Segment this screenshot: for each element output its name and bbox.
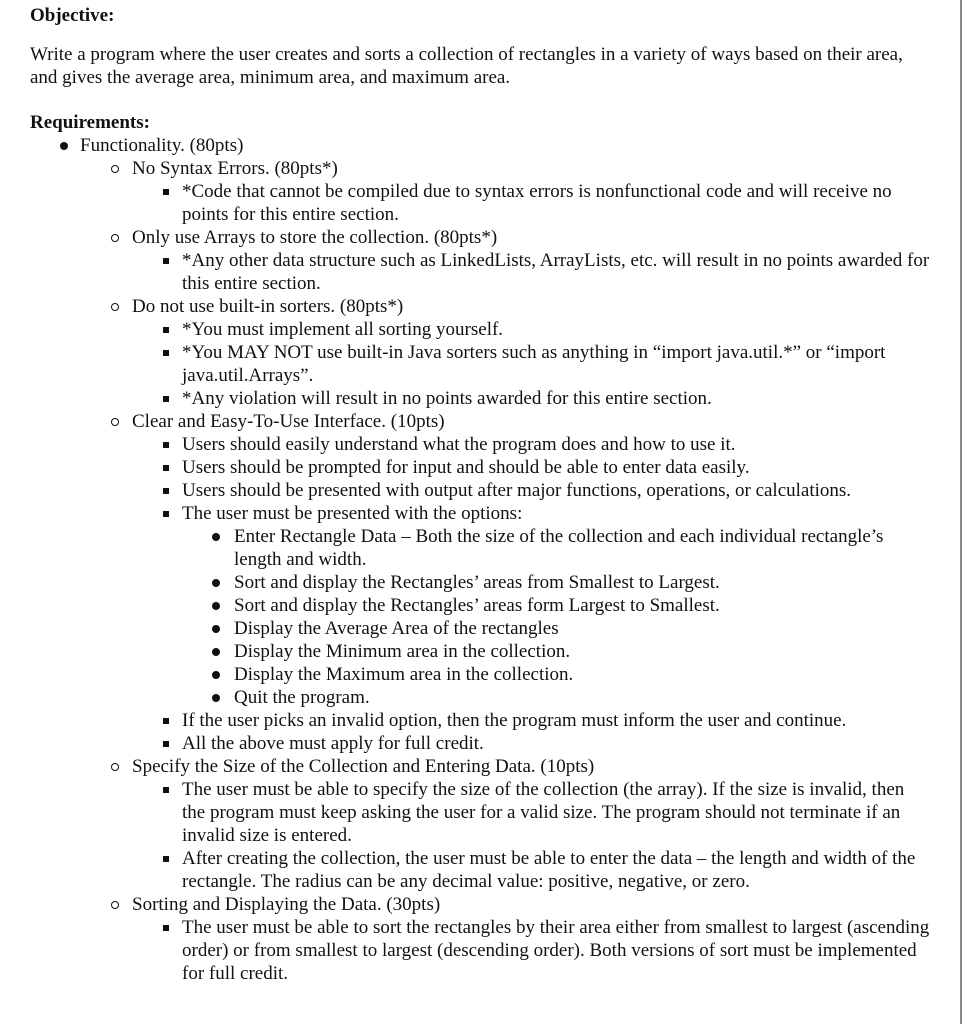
list-item-options — [132, 502, 930, 709]
functionality-sublist — [80, 157, 930, 985]
list-item-text: Clear and Easy-To-Use Interface. (10pts) — [132, 411, 445, 432]
bullet-disc-icon — [60, 142, 68, 150]
list-item — [132, 778, 930, 847]
option-text: Display the Average Area of the rectangles — [234, 618, 559, 639]
list-item — [132, 180, 930, 226]
option-item — [182, 617, 930, 640]
list-item-text: Users should be prompted for input and should be able to enter data easily. — [182, 457, 750, 478]
list-item-text: *You must implement all sorting yourself. — [182, 319, 504, 340]
bullet-square-icon — [163, 442, 169, 448]
bullet-square-icon — [163, 856, 169, 862]
list-item-sorters — [80, 295, 930, 410]
no-syntax-notes — [132, 180, 930, 226]
option-text: Display the Minimum area in the collection. — [234, 641, 571, 662]
bullet-disc-icon — [212, 694, 220, 702]
list-item-text: Users should easily understand what the program does and how to use it. — [182, 434, 736, 455]
sorters-notes — [132, 318, 930, 410]
bullet-square-icon — [163, 258, 169, 264]
objective-heading: Objective: — [30, 5, 115, 26]
requirements-list — [30, 134, 930, 985]
option-text: Sort and display the Rectangles’ areas from Smallest to Largest. — [234, 572, 720, 593]
list-item-sorting — [80, 893, 930, 985]
list-item — [132, 456, 930, 479]
list-item — [132, 847, 930, 893]
menu-options-list — [182, 525, 930, 709]
bullet-square-icon — [163, 787, 169, 793]
bullet-square-icon — [163, 396, 169, 402]
requirements-heading: Requirements: — [30, 112, 150, 133]
interface-notes — [132, 433, 930, 755]
list-item — [132, 433, 930, 456]
bullet-square-icon — [163, 189, 169, 195]
list-item-text: Specify the Size of the Collection and Entering Data. (10pts) — [132, 756, 595, 777]
option-item — [182, 594, 930, 617]
list-item-text: *You MAY NOT use built-in Java sorters such as anything in “import java.util.*” or “import java.util.Arrays”. — [182, 342, 886, 386]
list-item-interface — [80, 410, 930, 755]
size-notes — [132, 778, 930, 893]
objective-text: Write a program where the user creates and sorts a collection of rectangles in a variety of ways based on their area, and gives the average area, minimum area, and maximum area. — [30, 44, 903, 88]
option-text: Display the Maximum area in the collection. — [234, 664, 574, 685]
bullet-disc-icon — [212, 648, 220, 656]
list-item-functionality — [30, 134, 930, 985]
bullet-square-icon — [163, 327, 169, 333]
bullet-circle-icon — [111, 303, 119, 311]
list-item-text: All the above must apply for full credit. — [182, 733, 484, 754]
bullet-square-icon — [163, 925, 169, 931]
option-item — [182, 640, 930, 663]
bullet-disc-icon — [212, 671, 220, 679]
list-item-text: After creating the collection, the user must be able to enter the data – the length and width of the rectangle. The radius can be any decimal value: positive, negative, or zero. — [182, 848, 916, 892]
list-item-arrays — [80, 226, 930, 295]
list-item-text: Sorting and Displaying the Data. (30pts) — [132, 894, 441, 915]
option-item — [182, 571, 930, 594]
bullet-disc-icon — [212, 602, 220, 610]
bullet-square-icon — [163, 511, 169, 517]
option-item — [182, 663, 930, 686]
list-item-size — [80, 755, 930, 893]
list-item — [132, 916, 930, 985]
assignment-document — [30, 4, 930, 985]
bullet-circle-icon — [111, 418, 119, 426]
list-item-no-syntax — [80, 157, 930, 226]
bullet-disc-icon — [212, 625, 220, 633]
list-item — [132, 318, 930, 341]
list-item — [132, 249, 930, 295]
bullet-disc-icon — [212, 533, 220, 541]
list-item-text: *Any violation will result in no points awarded for this entire section. — [182, 388, 712, 409]
bullet-circle-icon — [111, 165, 119, 173]
bullet-disc-icon — [212, 579, 220, 587]
list-item — [132, 479, 930, 502]
list-item-text: No Syntax Errors. (80pts*) — [132, 158, 338, 179]
bullet-square-icon — [163, 741, 169, 747]
option-text: Sort and display the Rectangles’ areas form Largest to Smallest. — [234, 595, 720, 616]
list-item — [132, 387, 930, 410]
page-edge-rule — [960, 0, 962, 1024]
list-item-text: The user must be able to sort the rectangles by their area either from smallest to largest (ascending order) or from smallest to largest (descending order). Both versions of sort must be implemented for full credit. — [182, 917, 930, 984]
list-item-text: Users should be presented with output after major functions, operations, or calculations. — [182, 480, 852, 501]
list-item-text: If the user picks an invalid option, then the program must inform the user and continue. — [182, 710, 847, 731]
list-item-text: *Any other data structure such as LinkedLists, ArrayLists, etc. will result in no points awarded for this entire section. — [182, 250, 930, 294]
bullet-circle-icon — [111, 763, 119, 771]
bullet-square-icon — [163, 350, 169, 356]
option-text: Quit the program. — [234, 687, 370, 708]
sorting-notes — [132, 916, 930, 985]
list-item-text: Do not use built-in sorters. (80pts*) — [132, 296, 404, 317]
bullet-square-icon — [163, 465, 169, 471]
bullet-square-icon — [163, 718, 169, 724]
arrays-notes — [132, 249, 930, 295]
list-item-text: Only use Arrays to store the collection. (80pts*) — [132, 227, 498, 248]
option-item — [182, 686, 930, 709]
list-item — [132, 709, 930, 732]
option-text: Enter Rectangle Data – Both the size of the collection and each individual rectangle’s length and width. — [234, 526, 884, 570]
list-item-text: Functionality. (80pts) — [80, 135, 244, 156]
list-item — [132, 341, 930, 387]
list-item-text: The user must be presented with the options: — [182, 503, 523, 524]
bullet-square-icon — [163, 488, 169, 494]
list-item — [132, 732, 930, 755]
list-item-text: The user must be able to specify the size of the collection (the array). If the size is invalid, then the program must keep asking the user for a valid size. The program should not terminate if an invalid size is entered. — [182, 779, 905, 846]
bullet-circle-icon — [111, 234, 119, 242]
bullet-circle-icon — [111, 901, 119, 909]
option-item — [182, 525, 930, 571]
list-item-text: *Code that cannot be compiled due to syntax errors is nonfunctional code and will receive no points for this entire section. — [182, 181, 892, 225]
